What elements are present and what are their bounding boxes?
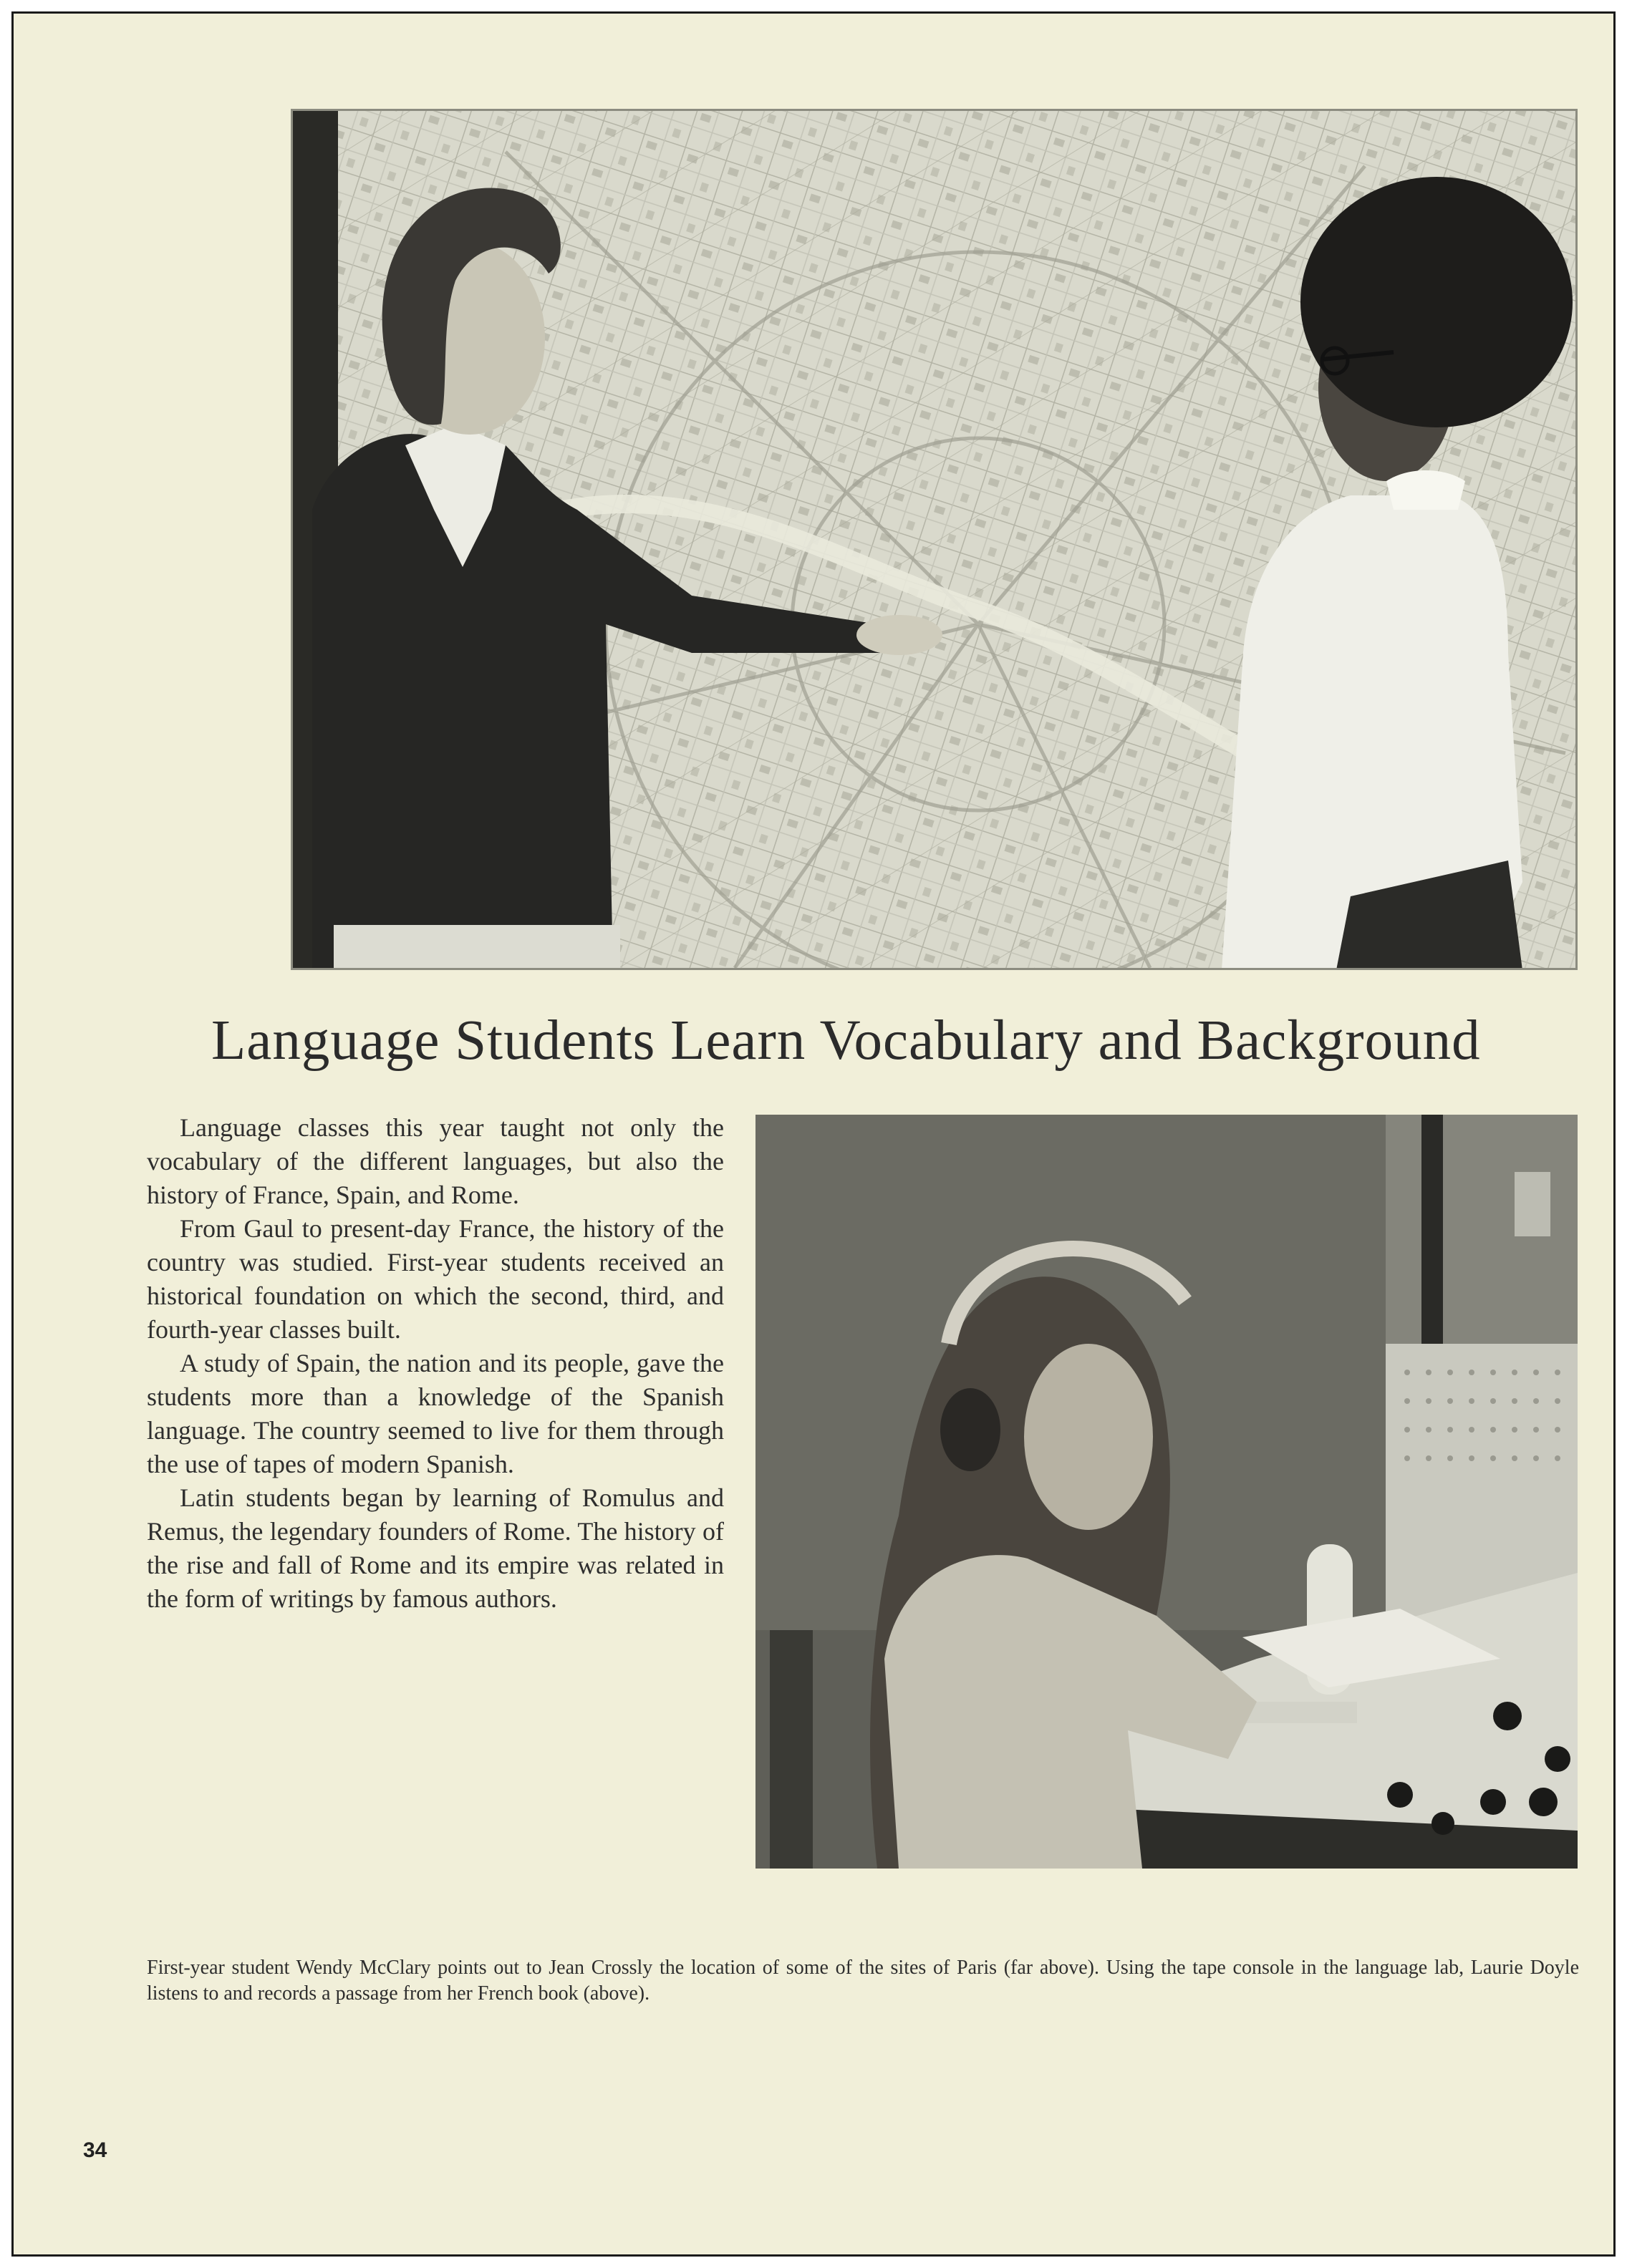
photo-students-at-paris-map-image <box>291 109 1578 970</box>
photo-students-at-paris-map <box>291 109 1578 970</box>
paragraph: A study of Spain, the nation and its people, gave the students more than a knowledge of the Spanish language. The country seemed to live for them through the use of tapes of modern Spanish. <box>147 1349 724 1478</box>
page-number: 34 <box>83 2138 107 2162</box>
paragraph: From Gaul to present-day France, the history of the country was studied. First-year students received an historical foundation on which the second, third, and fourth-year classes built. <box>147 1214 724 1344</box>
photo-language-lab-student <box>755 1115 1578 1869</box>
yearbook-page <box>11 11 1616 2257</box>
paragraph: Language classes this year taught not only the vocabulary of the different languages, but also the history of France, Spain, and Rome. <box>147 1113 724 1209</box>
article-body <box>147 1111 724 1616</box>
photo-caption: First-year student Wendy McClary points out to Jean Crossly the location of some of the sites of Paris (far above). Using the tape console in the language lab, Laurie Doyle listens to and records a passage from her French book (above). <box>147 1957 1579 2005</box>
headline: Language Students Learn Vocabulary and Background <box>211 1009 1481 1072</box>
photo-language-lab-student-image <box>755 1115 1578 1869</box>
paragraph: Latin students began by learning of Romulus and Remus, the legendary founders of Rome. The history of the rise and fall of Rome and its empire was related in the form of writings by famous authors. <box>147 1483 724 1613</box>
